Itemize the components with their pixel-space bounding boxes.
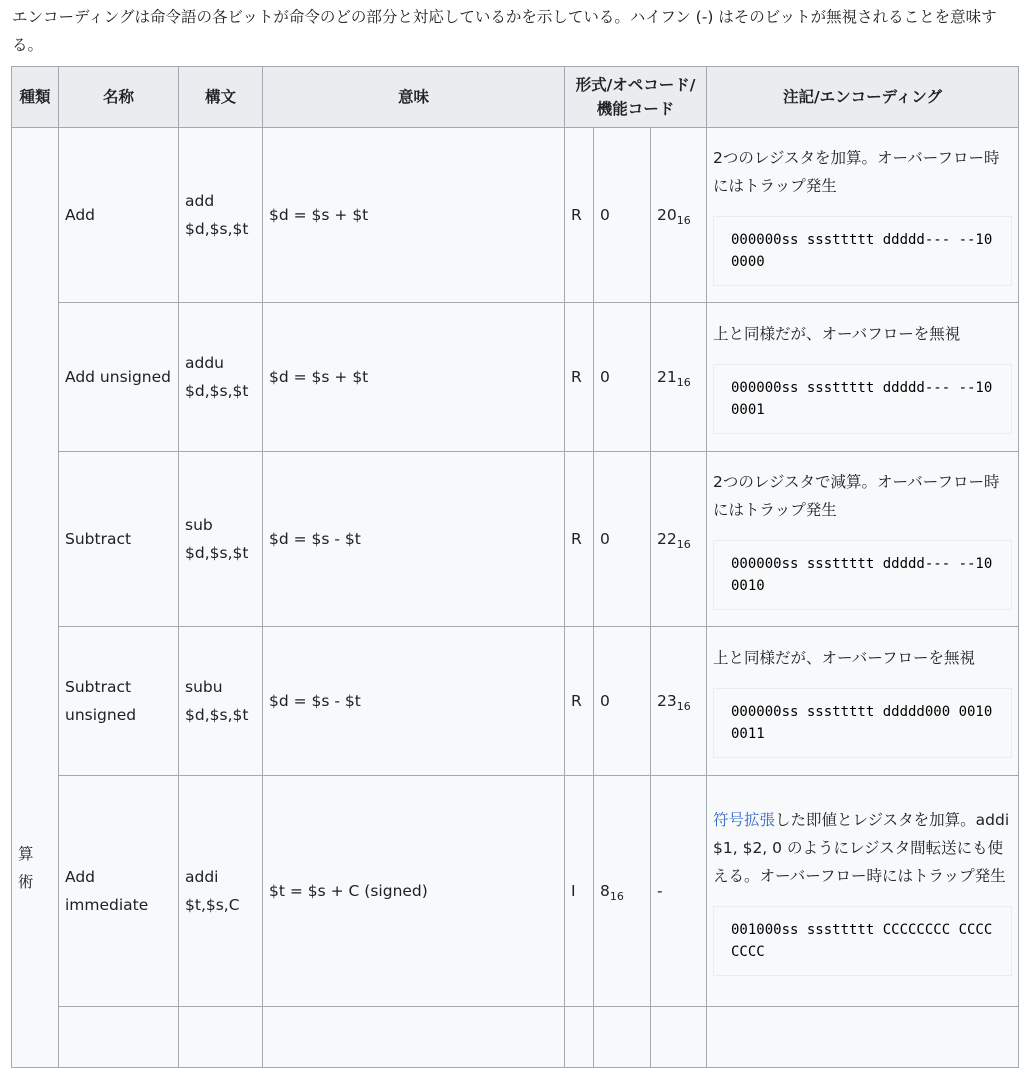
- table-row: [12, 776, 1019, 1007]
- encoding-code: 000000ss sssttttt ddddd000 00100011: [713, 688, 1012, 758]
- instruction-syntax: subu $d,$s,$t: [179, 627, 263, 776]
- table-row: [12, 303, 1019, 452]
- instruction-note: [707, 303, 1019, 452]
- instruction-opcode: 0: [594, 128, 651, 303]
- funct-base: 16: [676, 538, 691, 551]
- funct-value: 22: [657, 530, 677, 548]
- instruction-meaning: $d = $s + $t: [263, 128, 565, 303]
- instruction-format: I: [565, 776, 594, 1007]
- encoding-code: 000000ss sssttttt ddddd--- --100000: [713, 216, 1012, 286]
- encoding-code: 000000ss sssttttt ddddd--- --100001: [713, 364, 1012, 434]
- instruction-note: [707, 1007, 1019, 1068]
- instruction-note: [707, 128, 1019, 303]
- funct-value: 21: [657, 368, 677, 386]
- table-row: [12, 1007, 1019, 1068]
- funct-base: 16: [676, 376, 691, 389]
- instruction-opcode: 0: [594, 452, 651, 627]
- encoding-code: 000000ss sssttttt ddddd--- --100010: [713, 540, 1012, 610]
- instruction-funct: -: [651, 776, 707, 1007]
- instruction-format: R: [565, 303, 594, 452]
- funct-value: 20: [657, 206, 677, 224]
- instruction-funct: [651, 627, 707, 776]
- header-notes: 注記/エンコーディング: [707, 67, 1019, 128]
- note-text: 2つのレジスタで減算。オーバーフロー時にはトラップ発生: [713, 473, 1000, 519]
- instruction-name: Add: [59, 128, 179, 303]
- funct-value: 23: [657, 692, 677, 710]
- note-text: 2つのレジスタを加算。オーバーフロー時にはトラップ発生: [713, 149, 1000, 195]
- instruction-meaning: $d = $s - $t: [263, 627, 565, 776]
- instruction-format: R: [565, 627, 594, 776]
- note-text: [713, 806, 1012, 890]
- instruction-format: [565, 1007, 594, 1068]
- table-header-row: [12, 67, 1019, 128]
- instruction-table: [11, 66, 1019, 1068]
- instruction-funct: [651, 452, 707, 627]
- header-syntax: 構文: [179, 67, 263, 128]
- instruction-name: Add immediate: [59, 776, 179, 1007]
- table-row: [12, 128, 1019, 303]
- funct-base: 16: [676, 700, 691, 713]
- header-format: 形式/オペコード/機能コード: [565, 67, 707, 128]
- header-meaning: 意味: [263, 67, 565, 128]
- instruction-meaning: $d = $s - $t: [263, 452, 565, 627]
- instruction-syntax: addi $t,$s,C: [179, 776, 263, 1007]
- instruction-opcode: 0: [594, 303, 651, 452]
- instruction-format: R: [565, 452, 594, 627]
- note-text: 上と同様だが、オーバフローを無視: [713, 325, 961, 343]
- instruction-opcode: 0: [594, 627, 651, 776]
- header-kind: 種類: [12, 67, 59, 128]
- note-text-rest: した即値とレジスタを加算。addi $1, $2, 0 のようにレジスタ間転送にも使える。オーバーフロー時にはトラップ発生: [713, 811, 1010, 885]
- instruction-syntax: sub $d,$s,$t: [179, 452, 263, 627]
- header-name: 名称: [59, 67, 179, 128]
- instruction-note: [707, 627, 1019, 776]
- instruction-note: [707, 776, 1019, 1007]
- instruction-meaning: $t = $s + C (signed): [263, 776, 565, 1007]
- note-text: 上と同様だが、オーバーフローを無視: [713, 649, 975, 667]
- instruction-opcode: [594, 776, 651, 1007]
- funct-base: 16: [676, 214, 691, 227]
- sign-extension-link[interactable]: 符号拡張: [713, 811, 776, 829]
- instruction-syntax: addu $d,$s,$t: [179, 303, 263, 452]
- instruction-meaning: [263, 1007, 565, 1068]
- instruction-name: [59, 1007, 179, 1068]
- instruction-syntax: add $d,$s,$t: [179, 128, 263, 303]
- instruction-funct: [651, 128, 707, 303]
- instruction-funct: [651, 1007, 707, 1068]
- instruction-name: Subtract: [59, 452, 179, 627]
- encoding-code: 001000ss sssttttt CCCCCCCC CCCCCCCC: [713, 906, 1012, 976]
- instruction-format: R: [565, 128, 594, 303]
- opcode-base: 16: [609, 890, 624, 903]
- instruction-funct: [651, 303, 707, 452]
- instruction-opcode: [594, 1007, 651, 1068]
- kind-cell: [12, 128, 59, 1068]
- instruction-meaning: $d = $s + $t: [263, 303, 565, 452]
- kind-label: 算術: [18, 845, 34, 891]
- instruction-name: Add unsigned: [59, 303, 179, 452]
- table-row: [12, 627, 1019, 776]
- intro-paragraph: エンコーディングは命令語の各ビットが命令のどの部分と対応しているかを示している。ハイフン (-) はそのビットが無視されることを意味する。: [12, 8, 997, 54]
- opcode-value: 8: [600, 882, 610, 900]
- instruction-name: Subtract unsigned: [59, 627, 179, 776]
- instruction-syntax: [179, 1007, 263, 1068]
- instruction-note: [707, 452, 1019, 627]
- table-row: [12, 452, 1019, 627]
